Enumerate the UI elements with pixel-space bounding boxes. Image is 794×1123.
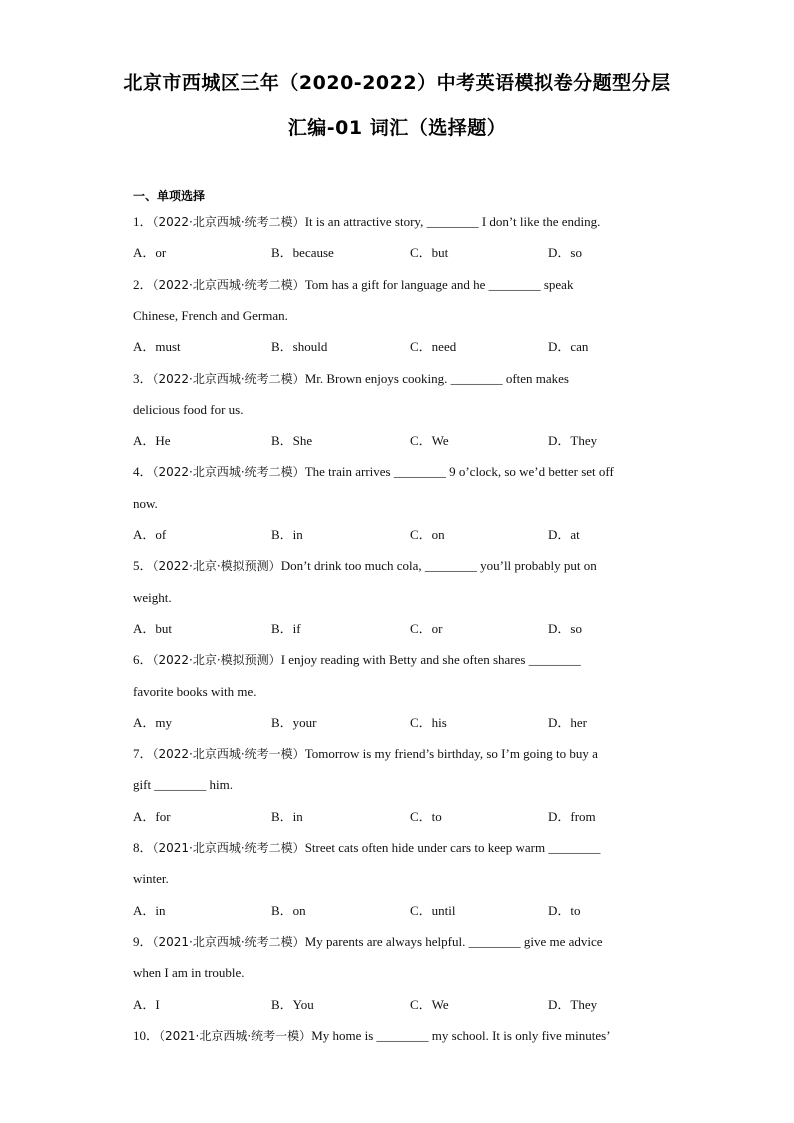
question-text-continued: gift ________ him. (133, 777, 234, 793)
question-text: My parents are always helpful. ________ give me advice (304, 933, 603, 949)
question-text: Tomorrow is my friend’s birthday, so I’m going to buy a (304, 746, 598, 762)
answer-option: C．on (410, 527, 445, 542)
question-stem (133, 934, 693, 950)
question-text-continued: winter. (133, 871, 169, 887)
answer-option: C．his (410, 714, 447, 730)
answer-option: C．until (410, 902, 456, 918)
answer-option: B．in (271, 808, 303, 824)
question-text: Don’t drink too much cola, ________ you’ll probably put on (280, 558, 597, 574)
section-heading: 一、单项选择 (133, 189, 206, 203)
answer-option: A．I (133, 996, 160, 1012)
question-text: I enjoy reading with Betty and she often shares ________ (280, 652, 581, 668)
question-text: My home is ________ my school. It is only five minutes’ (311, 1027, 611, 1043)
question-text: The train arrives ________ 9 o’clock, so we’d better set off (304, 464, 614, 480)
question-source: （2022·北京西城·统考二模） (152, 215, 305, 229)
question-text: Street cats often hide under cars to keep warm ________ (304, 840, 601, 855)
question-source: （2021·北京西城·统考二模） (152, 841, 305, 855)
answer-option: D．so (548, 245, 582, 261)
question-text: Mr. Brown enjoys cooking. ________ often makes (304, 370, 569, 386)
question-source: （2022·北京西城·统考二模） (152, 277, 305, 292)
answer-options (133, 903, 693, 919)
question-text-continued: now. (133, 495, 158, 511)
question-text-continued: favorite books with me. (133, 683, 257, 699)
answer-option: D．her (548, 714, 587, 730)
answer-option: B．on (271, 902, 306, 918)
question-text: It is an attractive story, ________ I don’t like the ending. (304, 214, 601, 229)
answer-option: D．They (548, 433, 598, 449)
answer-option: B．should (271, 339, 328, 355)
answer-option: B．in (271, 527, 303, 542)
answer-option: B．You (271, 996, 314, 1012)
question-number: 9． (133, 933, 153, 949)
question-stem (133, 746, 693, 762)
answer-options (133, 339, 693, 355)
answer-options (133, 433, 693, 449)
question-source: （2021·北京西城·统考一模） (159, 1028, 312, 1043)
answer-option: C．but (410, 245, 449, 261)
page-title-line1: 北京市西城区三年（2020-2022）中考英语模拟卷分题型分层 (123, 72, 671, 94)
answer-option: A．but (133, 620, 173, 636)
answer-option: B．if (271, 620, 301, 636)
answer-option: B．She (271, 433, 313, 449)
answer-option: A．or (133, 245, 167, 261)
answer-option: D．They (548, 996, 598, 1012)
question-stem (133, 840, 693, 856)
question-text-continued: weight. (133, 589, 172, 605)
question-source: （2022·北京西城·统考二模） (152, 371, 305, 386)
question-stem (133, 652, 693, 668)
question-number: 10． (133, 1027, 160, 1043)
answer-options (133, 621, 693, 637)
answer-option: C．or (410, 620, 443, 636)
question-text: Tom has a gift for language and he ________ speak (304, 276, 574, 292)
answer-option: D．so (548, 620, 582, 636)
answer-options (133, 245, 693, 261)
question-source: （2021·北京西城·统考二模） (152, 934, 305, 949)
answer-option: D．to (548, 902, 581, 918)
question-number: 3． (133, 370, 153, 386)
answer-option: B．because (271, 245, 334, 261)
question-stem (133, 214, 693, 230)
answer-options (133, 809, 693, 825)
question-source: （2022·北京西城·统考一模） (152, 747, 305, 762)
question-stem (133, 558, 693, 574)
answer-option: A．must (133, 339, 181, 355)
question-stem (133, 1028, 693, 1044)
answer-option: D．can (548, 339, 589, 355)
question-source: （2022·北京·模拟预测） (152, 653, 281, 668)
question-number: 8． (133, 840, 153, 855)
answer-option: C．to (410, 808, 442, 824)
answer-option: D．at (548, 527, 580, 542)
answer-option: A．for (133, 808, 171, 824)
question-stem (133, 277, 693, 293)
answer-options (133, 997, 693, 1013)
question-number: 7． (133, 746, 153, 762)
question-number: 5． (133, 558, 153, 574)
answer-option: D．from (548, 808, 596, 824)
answer-option: A．my (133, 714, 173, 730)
question-source: （2022·北京·模拟预测） (152, 559, 281, 574)
question-number: 4． (133, 464, 153, 480)
answer-options (133, 715, 693, 731)
question-source: （2022·北京西城·统考二模） (152, 465, 305, 480)
question-text-continued: delicious food for us. (133, 401, 244, 417)
question-number: 2． (133, 276, 153, 292)
question-text-continued: Chinese, French and German. (133, 307, 288, 323)
answer-option: A．in (133, 902, 166, 918)
page-title-line2: 汇编-01 词汇（选择题） (287, 117, 507, 139)
question-number: 6． (133, 652, 153, 668)
answer-option: B．your (271, 714, 317, 730)
question-stem (133, 464, 693, 480)
question-stem (133, 371, 693, 387)
question-number: 1． (133, 214, 153, 229)
answer-option: A．He (133, 433, 171, 449)
answer-option: C．need (410, 339, 457, 355)
answer-option: C．We (410, 996, 449, 1012)
answer-option: A．of (133, 527, 167, 542)
question-text-continued: when I am in trouble. (133, 965, 245, 981)
answer-option: C．We (410, 433, 449, 449)
answer-options (133, 527, 693, 543)
